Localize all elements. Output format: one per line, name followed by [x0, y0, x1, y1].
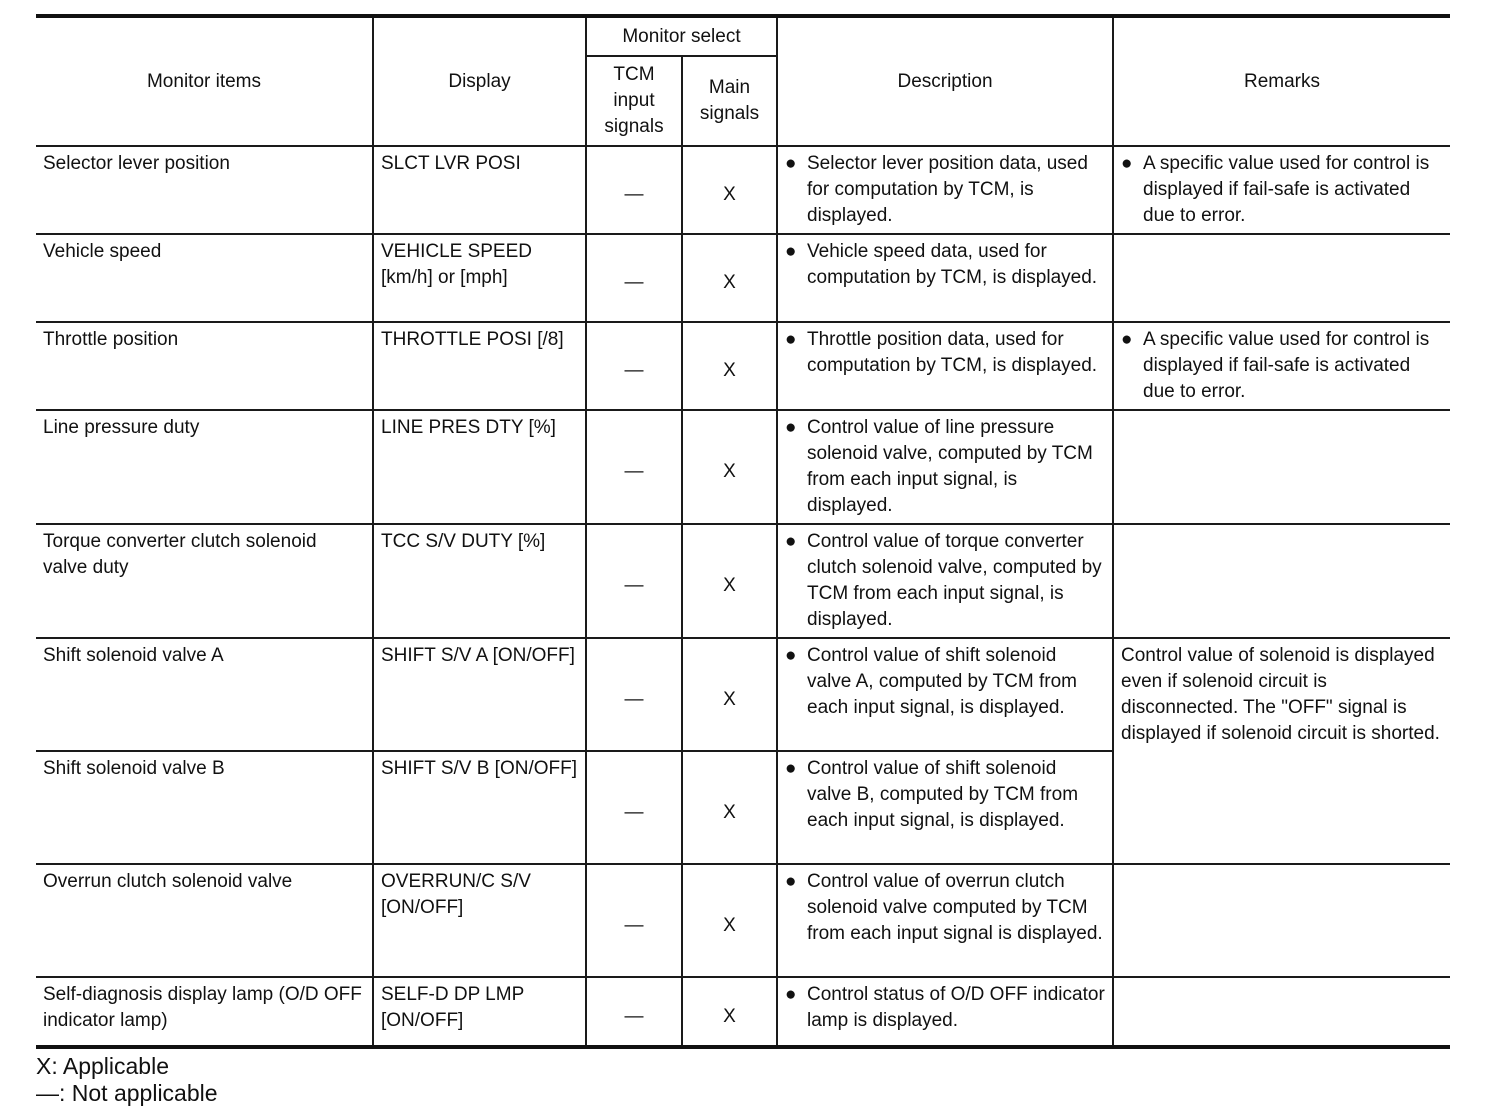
bullet-icon: ●: [785, 531, 797, 552]
remarks-text: A specific value used for control is displayed if fail-safe is activated due to error.: [1143, 153, 1430, 226]
description-text: Control status of O/D OFF indicator lamp is displayed.: [807, 984, 1105, 1031]
description-cell: [777, 524, 1113, 638]
main-signals-cell: [682, 322, 777, 410]
table-row: [36, 234, 1450, 322]
monitor-item-cell: Self-diagnosis display lamp (O/D OFF indicator lamp): [36, 977, 373, 1047]
remarks-text: Control value of solenoid is displayed even if solenoid circuit is disconnected. The "OFF" signal is displayed if solenoid circuit is shorted.: [1121, 645, 1440, 744]
remarks-cell: [1113, 410, 1450, 524]
header-monitor-select: Monitor select: [586, 16, 777, 56]
tcm-input-cell: [586, 977, 682, 1047]
main-signals-mark: X: [723, 272, 736, 293]
description-bullet: [785, 239, 1105, 291]
table-body: [36, 146, 1450, 1047]
monitor-item-cell: Throttle position: [36, 322, 373, 410]
monitor-item-cell: Overrun clutch solenoid valve: [36, 864, 373, 977]
remarks-cell: [1113, 234, 1450, 322]
display-cell: OVERRUN/C S/V [ON/OFF]: [373, 864, 586, 977]
header-tcm-input-signals: TCM input signals: [586, 56, 682, 146]
description-bullet: [785, 756, 1105, 834]
legend-applicable: X: Applicable: [36, 1053, 169, 1079]
main-signals-cell: [682, 751, 777, 864]
main-signals-cell: [682, 146, 777, 234]
bullet-icon: ●: [785, 758, 797, 779]
remarks-bullet: [1121, 327, 1443, 405]
description-cell: [777, 322, 1113, 410]
main-signals-cell: [682, 638, 777, 751]
tcm-input-cell: [586, 638, 682, 751]
tcm-input-mark: —: [624, 575, 644, 596]
description-cell: [777, 977, 1113, 1047]
legend: [36, 1053, 1450, 1107]
tcm-input-mark: —: [624, 272, 644, 293]
remarks-cell: [1113, 322, 1450, 410]
bullet-icon: ●: [785, 417, 797, 438]
tcm-input-mark: —: [624, 360, 644, 381]
bullet-icon: ●: [785, 153, 797, 174]
description-text: Control value of line pressure solenoid valve, computed by TCM from each input signal, is displayed.: [807, 417, 1093, 516]
description-bullet: [785, 415, 1105, 519]
description-text: Selector lever position data, used for computation by TCM, is displayed.: [807, 153, 1088, 226]
tcm-input-mark: —: [624, 1005, 644, 1027]
display-cell: SELF-D DP LMP [ON/OFF]: [373, 977, 586, 1047]
description-cell: [777, 751, 1113, 864]
display-cell: SLCT LVR POSI: [373, 146, 586, 234]
tcm-input-mark: —: [624, 914, 644, 936]
monitor-items-table: [36, 14, 1450, 1049]
monitor-item-cell: Vehicle speed: [36, 234, 373, 322]
tcm-input-cell: [586, 234, 682, 322]
main-signals-mark: X: [723, 575, 736, 596]
monitor-item-cell: Shift solenoid valve B: [36, 751, 373, 864]
tcm-input-cell: [586, 146, 682, 234]
monitor-item-cell: Line pressure duty: [36, 410, 373, 524]
main-signals-mark: X: [723, 914, 736, 936]
description-text: Vehicle speed data, used for computation by TCM, is displayed.: [807, 241, 1098, 288]
main-signals-mark: X: [723, 461, 736, 482]
monitor-item-cell: Selector lever position: [36, 146, 373, 234]
bullet-icon: ●: [1121, 329, 1133, 350]
remarks-cell: [1113, 864, 1450, 977]
legend-not-applicable: —: Not applicable: [36, 1080, 218, 1106]
remarks-bullet: [1121, 151, 1443, 229]
tcm-input-mark: —: [624, 801, 644, 823]
remarks-text: A specific value used for control is displayed if fail-safe is activated due to error.: [1143, 329, 1430, 402]
main-signals-cell: [682, 864, 777, 977]
description-bullet: [785, 327, 1105, 379]
description-cell: [777, 146, 1113, 234]
main-signals-mark: X: [723, 801, 736, 823]
description-cell: [777, 864, 1113, 977]
remarks-cell: [1113, 977, 1450, 1047]
header-main-signals: Main signals: [682, 56, 777, 146]
tcm-input-mark: —: [624, 461, 644, 482]
description-text: Control value of overrun clutch solenoid valve computed by TCM from each input signal is displayed.: [807, 871, 1103, 944]
main-signals-mark: X: [723, 1005, 736, 1027]
description-cell: [777, 638, 1113, 751]
main-signals-cell: [682, 234, 777, 322]
display-cell: THROTTLE POSI [/8]: [373, 322, 586, 410]
header-description: Description: [777, 16, 1113, 146]
description-bullet: [785, 643, 1105, 721]
table-row: [36, 146, 1450, 234]
main-signals-cell: [682, 410, 777, 524]
table-row: [36, 410, 1450, 524]
main-signals-mark: X: [723, 688, 736, 710]
description-text: Throttle position data, used for computation by TCM, is displayed.: [807, 329, 1098, 376]
remarks-cell: [1113, 146, 1450, 234]
tcm-input-mark: —: [624, 184, 644, 205]
display-cell: SHIFT S/V B [ON/OFF]: [373, 751, 586, 864]
main-signals-mark: X: [723, 360, 736, 381]
tcm-input-cell: [586, 410, 682, 524]
monitor-item-cell: Shift solenoid valve A: [36, 638, 373, 751]
tcm-input-cell: [586, 864, 682, 977]
description-bullet: [785, 529, 1105, 633]
bullet-icon: ●: [785, 871, 797, 892]
description-bullet: [785, 982, 1105, 1034]
monitor-item-cell: Torque converter clutch solenoid valve duty: [36, 524, 373, 638]
table-row: [36, 977, 1450, 1047]
remarks-cell: [1113, 524, 1450, 638]
main-signals-mark: X: [723, 184, 736, 205]
table-row: [36, 638, 1450, 751]
header-monitor-items: Monitor items: [36, 16, 373, 146]
header-row-1: [36, 16, 1450, 56]
tcm-input-cell: [586, 751, 682, 864]
table-row: [36, 524, 1450, 638]
main-signals-cell: [682, 524, 777, 638]
tcm-input-mark: —: [624, 688, 644, 710]
display-cell: TCC S/V DUTY [%]: [373, 524, 586, 638]
description-text: Control value of shift solenoid valve B, computed by TCM from each input signal, is displayed.: [807, 758, 1079, 831]
bullet-icon: ●: [785, 645, 797, 666]
header-display: Display: [373, 16, 586, 146]
remarks-cell: [1113, 638, 1450, 864]
main-signals-cell: [682, 977, 777, 1047]
bullet-icon: ●: [785, 329, 797, 350]
tcm-input-cell: [586, 322, 682, 410]
bullet-icon: ●: [785, 241, 797, 262]
description-bullet: [785, 869, 1105, 947]
display-cell: LINE PRES DTY [%]: [373, 410, 586, 524]
description-cell: [777, 234, 1113, 322]
description-text: Control value of shift solenoid valve A, computed by TCM from each input signal, is displayed.: [807, 645, 1077, 718]
display-cell: SHIFT S/V A [ON/OFF]: [373, 638, 586, 751]
tcm-input-cell: [586, 524, 682, 638]
bullet-icon: ●: [1121, 153, 1133, 174]
bullet-icon: ●: [785, 984, 797, 1005]
description-text: Control value of torque converter clutch solenoid valve, computed by TCM from each input signal, is displayed.: [807, 531, 1102, 630]
table-row: [36, 864, 1450, 977]
monitor-items-document: [36, 14, 1450, 1107]
header-remarks: Remarks: [1113, 16, 1450, 146]
display-cell: VEHICLE SPEED [km/h] or [mph]: [373, 234, 586, 322]
description-bullet: [785, 151, 1105, 229]
table-row: [36, 322, 1450, 410]
description-cell: [777, 410, 1113, 524]
